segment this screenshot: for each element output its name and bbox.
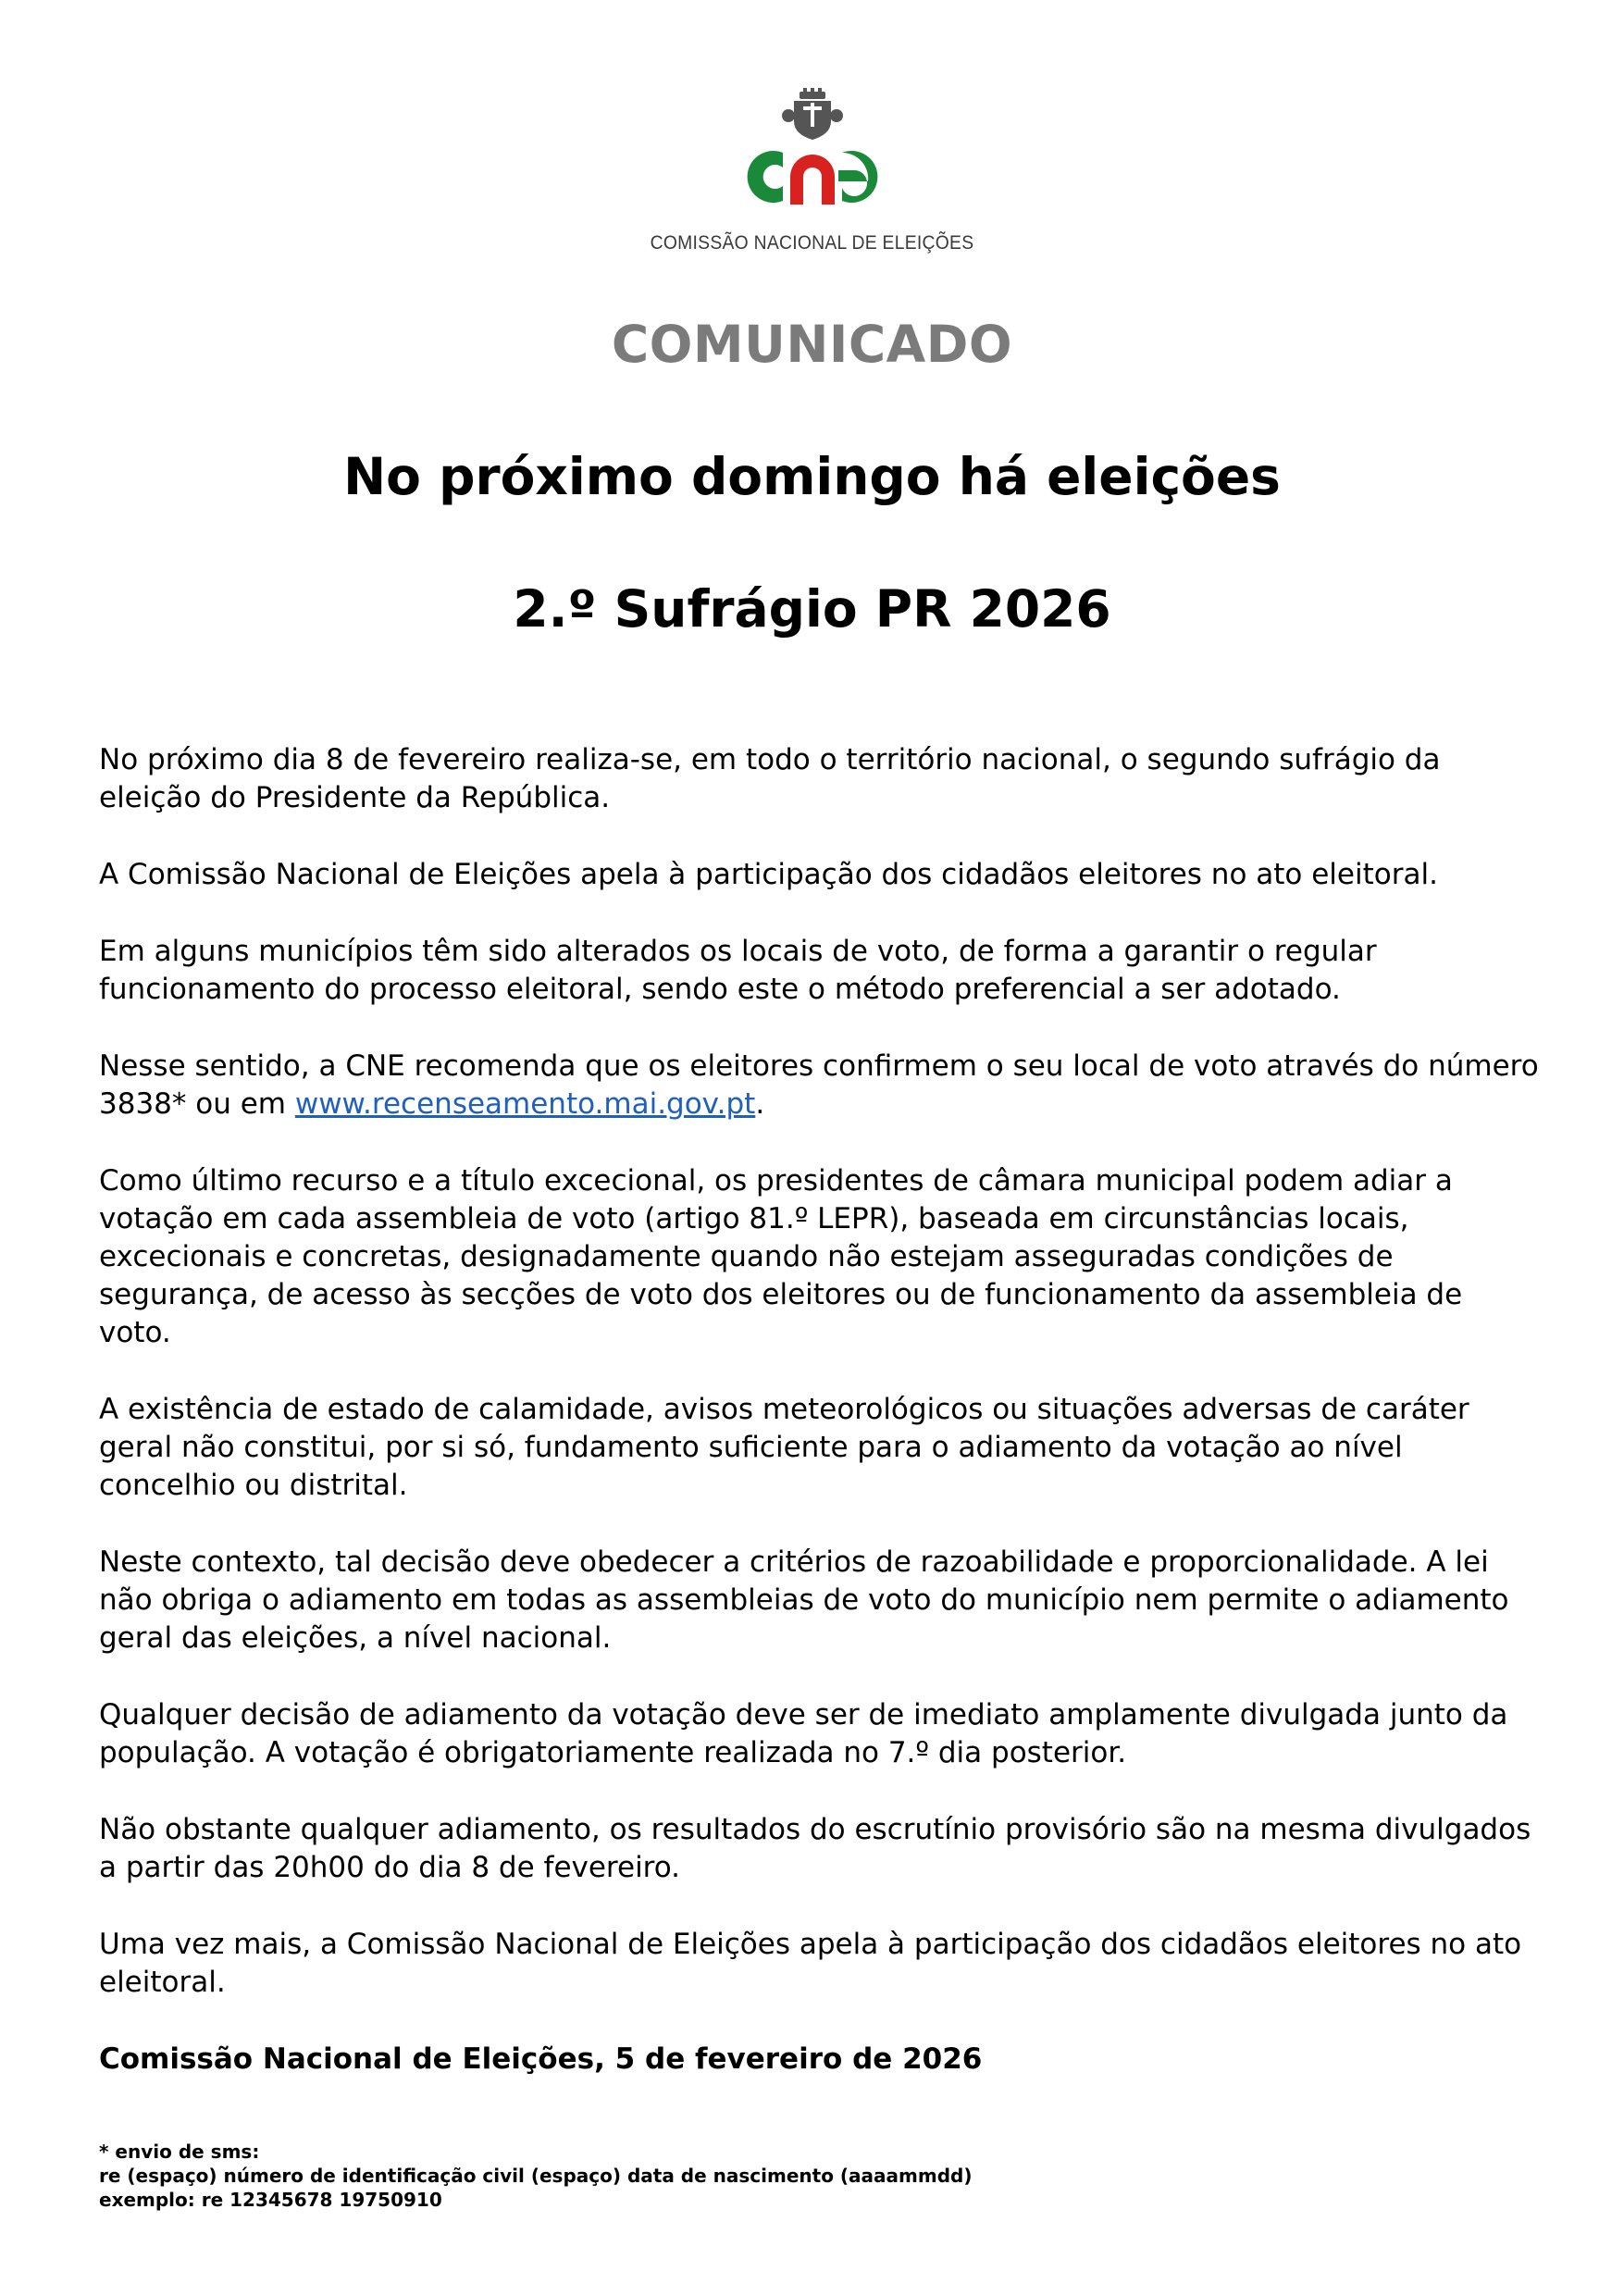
footnote-line: re (espaço) número de identificação civil (espaço) data de nascimento (aaaammdd) (99, 2165, 973, 2187)
paragraph: Como último recurso e a título excecional, os presidentes de câmara municipal podem adiar a votação em cada assembleia de voto (artigo 81.º LEPR), baseada em circunstâncias locais, excecionais e concretas, designadamente quando não estejam asseguradas condições de segurança, de acesso às secções de voto dos eleitores ou de funcionamento da assembleia de voto. (99, 1164, 1463, 1349)
coat-of-arms-icon (729, 88, 896, 227)
document-subtitle: 2.º Sufrágio PR 2026 (513, 579, 1111, 639)
paragraph: A existência de estado de calamidade, avisos meteorológicos ou situações adversas de caráter geral não constitui, por si só, fundamento suficiente para o adiamento da votação ao nível concelhio ou distrital. (99, 1393, 1469, 1502)
document-title: No próximo domingo há eleições (343, 447, 1281, 506)
paragraph: A Comissão Nacional de Eleições apela à participação dos cidadãos eleitores no ato eleitoral. (99, 858, 1438, 891)
document-kicker: COMUNICADO (611, 315, 1013, 374)
cne-logo (0, 88, 1624, 254)
paragraph: Uma vez mais, a Comissão Nacional de Eleições apela à participação dos cidadãos eleitores no ato eleitoral. (99, 1928, 1522, 1999)
paragraph: Em alguns municípios têm sido alterados os locais de voto, de forma a garantir o regular funcionamento do processo eleitoral, sendo este o método preferencial a ser adotado. (99, 935, 1377, 1006)
paragraph (99, 1048, 1543, 1123)
paragraph: Não obstante qualquer adiamento, os resultados do escrutínio provisório são na mesma divulgados a partir das 20h00 do dia 8 de fevereiro. (99, 1813, 1531, 1884)
paragraph: Qualquer decisão de adiamento da votação deve ser de imediato amplamente divulgada junto da população. A votação é obrigatoriamente realizada no 7.º dia posterior. (99, 1698, 1508, 1769)
paragraph-text: Nesse sentido, a CNE recomenda que os eleitores confirmem o seu local de voto através do número 3838* ou em (99, 1049, 1539, 1121)
signoff: Comissão Nacional de Eleições, 5 de fevereiro de 2026 (99, 2042, 983, 2076)
footnote (99, 2140, 972, 2212)
paragraph: No próximo dia 8 de fevereiro realiza-se, em todo o território nacional, o segundo sufrágio da eleição do Presidente da República. (99, 743, 1441, 814)
paragraph: Neste contexto, tal decisão deve obedecer a critérios de razoabilidade e proporcionalidade. A lei não obriga o adiamento em todas as assembleias de voto do município nem permite o adiamento geral das eleições, a nível nacional. (99, 1545, 1509, 1655)
logo-caption: COMISSÃO NACIONAL DE ELEIÇÕES (650, 232, 974, 254)
recenseamento-link[interactable]: www.recenseamento.mai.gov.pt (294, 1087, 756, 1121)
document-body (99, 741, 1543, 2117)
footnote-line: * envio de sms: (99, 2141, 260, 2163)
footnote-line: exemplo: re 12345678 19750910 (99, 2189, 442, 2211)
paragraph-text: . (755, 1087, 765, 1121)
